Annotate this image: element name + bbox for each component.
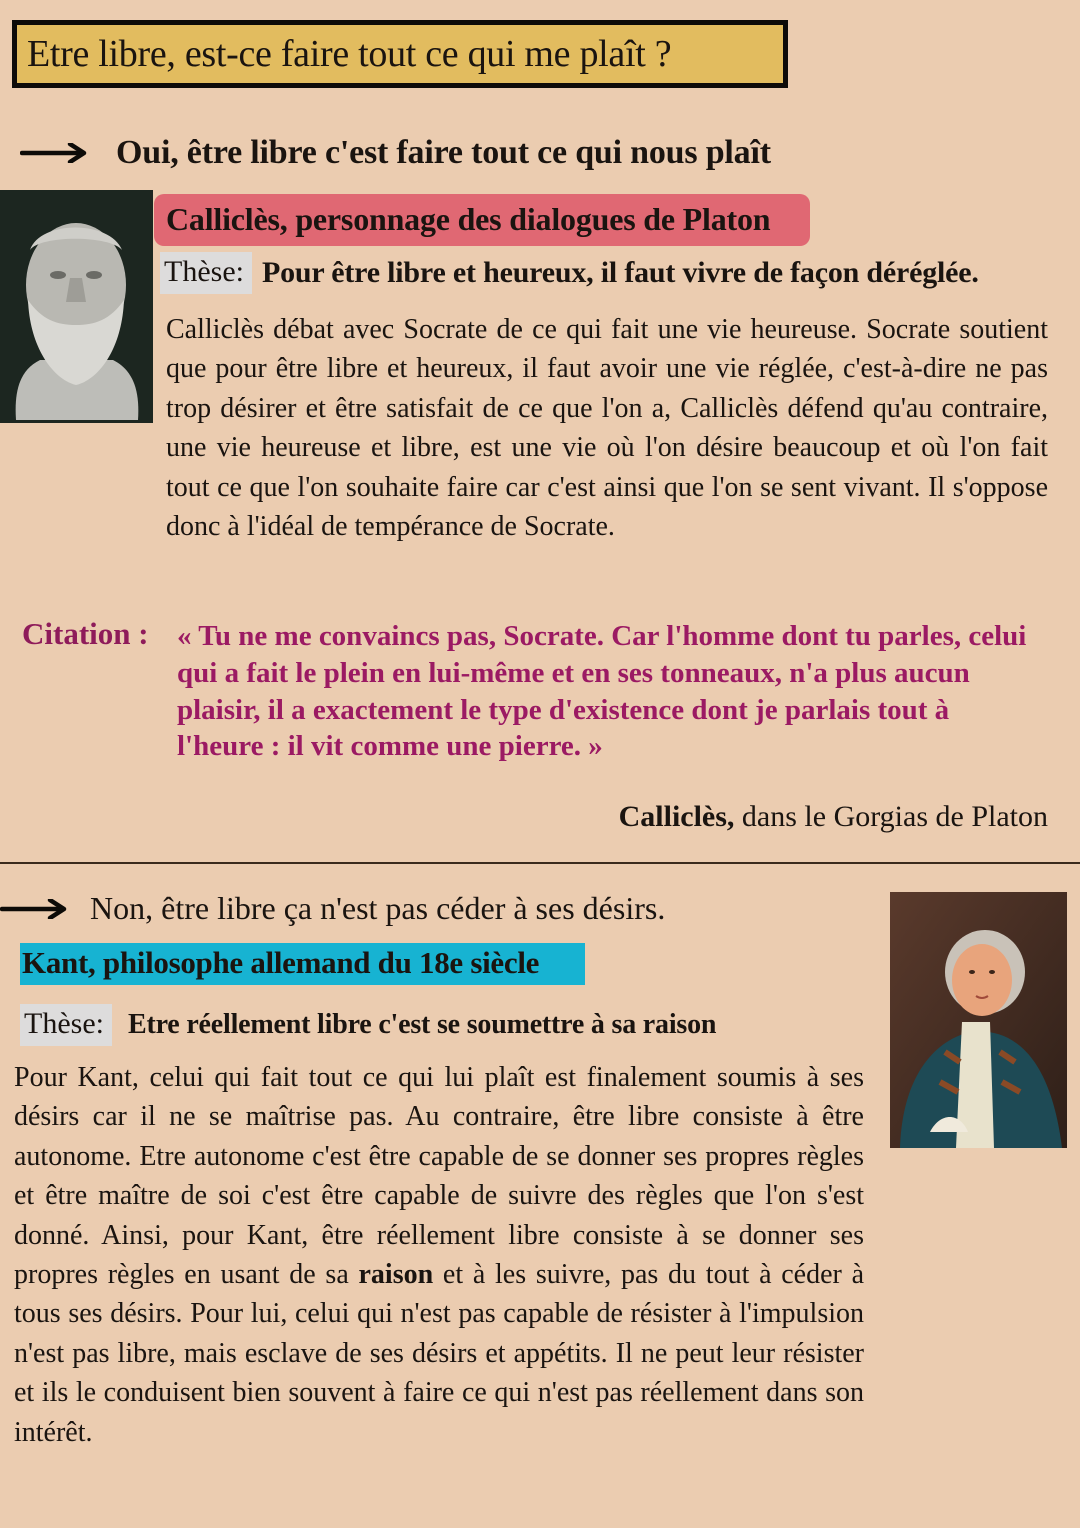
these-row-kant — [20, 1004, 716, 1046]
kant-portrait-image — [890, 892, 1067, 1148]
page-title — [12, 20, 788, 88]
kant-paragraph — [14, 1058, 864, 1452]
citation-source-work: dans le Gorgias de Platon — [734, 800, 1048, 833]
philosopher-label-callicles — [154, 194, 810, 246]
page-title-text: Etre libre, est-ce faire tout ce qui me plaît ? — [27, 33, 672, 75]
socrates-bust-image — [0, 190, 153, 423]
kant-paragraph-keyword: raison — [358, 1259, 434, 1291]
these-label: Thèse: — [20, 1004, 112, 1046]
right-arrow-icon — [0, 899, 68, 919]
citation-label: Citation : — [22, 616, 149, 651]
citation-quote: « Tu ne me convaincs pas, Socrate. Car l'homme dont tu parles, celui qui a fait le plein en lui-même et en ses tonneaux, n'a plus aucun plaisir, il a exactement le type d'existence dont je parlais tout à l'heure : il vit comme une pierre. » — [177, 620, 1027, 763]
these-row-callicles — [160, 252, 979, 294]
these-text-callicles: Pour être libre et heureux, il faut vivre de façon déréglée. — [261, 256, 979, 289]
kant-paragraph-part2: et à les suivre, pas du tout à céder à tous ses désirs. Pour lui, celui qui n'est pas capable de résister à l'impulsion n'est pas libre, mais esclave de ses désirs et appétits. Il ne peut leur résister et ils le conduisent bien souvent à faire ce qui n'est pas réellement dans son intérêt. — [14, 1259, 864, 1448]
section-no-heading-text: Non, être libre ça n'est pas céder à ses désirs. — [90, 890, 666, 926]
section-yes-heading — [20, 134, 771, 172]
section-no-heading — [0, 890, 665, 927]
citation-source-author: Calliclès, — [618, 800, 735, 833]
these-text-kant: Etre réellement libre c'est se soumettre à sa raison — [127, 1009, 717, 1040]
right-arrow-icon — [20, 143, 88, 163]
philosopher-label-callicles-text: Calliclès, personnage des dialogues de Platon — [166, 201, 771, 237]
these-label: Thèse: — [160, 252, 252, 294]
citation-source — [619, 800, 1048, 834]
philosopher-label-kant — [20, 943, 585, 985]
philosopher-label-kant-text: Kant, philosophe allemand du 18e siècle — [22, 945, 540, 980]
kant-paragraph-part1: Pour Kant, celui qui fait tout ce qui lui plaît est finalement soumis à ses désirs car il ne se maîtrise pas. Au contraire, être libre consiste à être autonome. Etre autonome c'est être capable de se donner ses propres règles et être maître de soi c'est être capable de suivre des règles que l'on s'est donné. Ainsi, pour Kant, être réellement libre consiste à se donner ses propres règles en usant de sa — [14, 1062, 864, 1291]
callicles-paragraph: Calliclès débat avec Socrate de ce qui fait une vie heureuse. Socrate soutient que pour être libre et heureux, il faut avoir une vie réglée, c'est-à-dire ne pas trop désirer et être satisfait de ce que l'on a, Calliclès défend qu'au contraire, une vie heureuse et libre, est une vie où l'on désire beaucoup et où l'on fait tout ce que l'on souhaite faire car c'est ainsi que l'on se sent vivant. Il s'oppose donc à l'idéal de tempérance de Socrate. — [166, 314, 1048, 543]
section-yes-heading-text: Oui, être libre c'est faire tout ce qui nous plaît — [116, 134, 771, 171]
section-divider — [0, 862, 1080, 864]
